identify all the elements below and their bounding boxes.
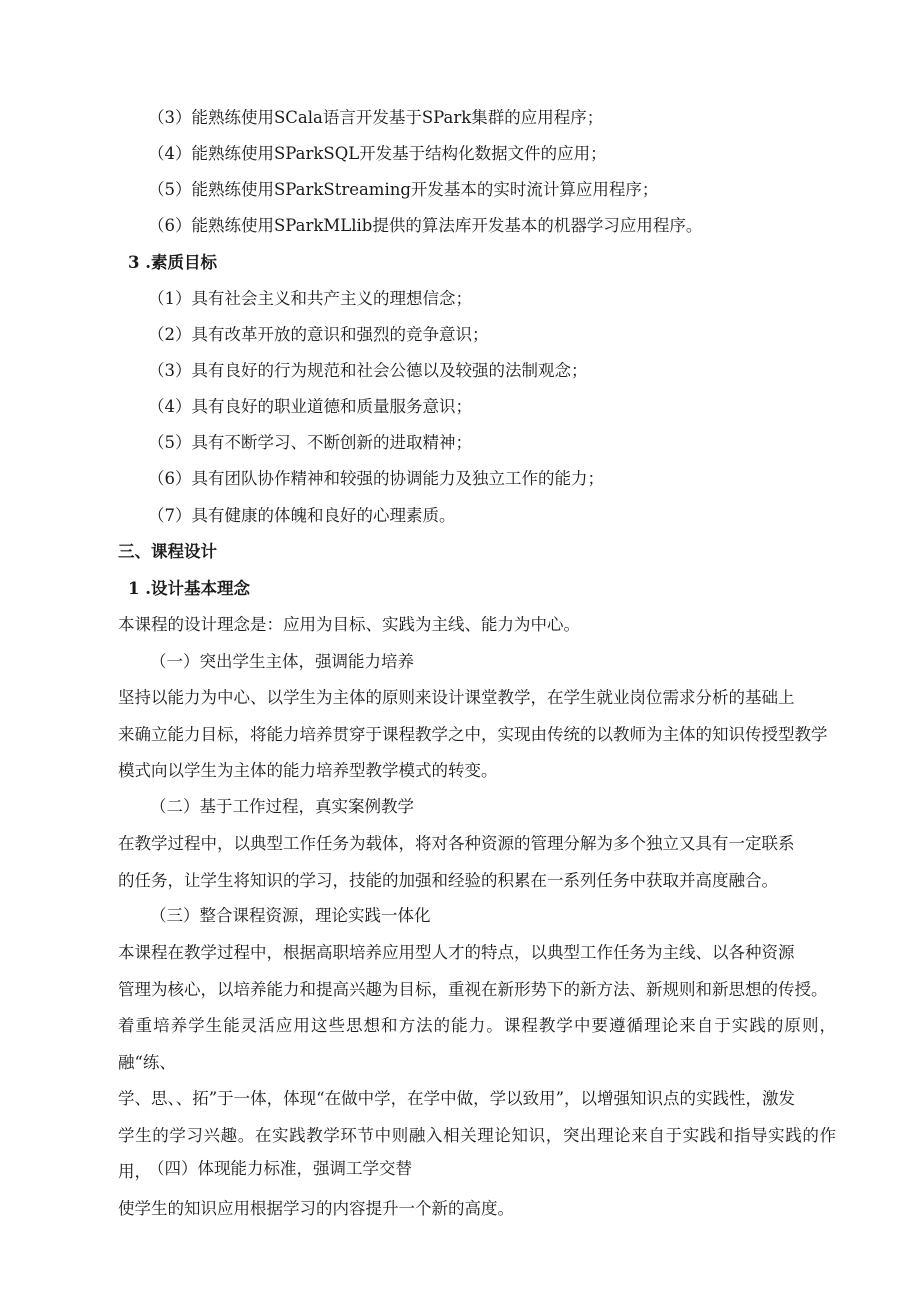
skill-item-6: （6）能熟练使用SParkMLlib提供的算法库开发基本的机器学习应用程序。 bbox=[148, 216, 703, 235]
quality-item-1: （1）具有社会主义和共产主义的理想信念； bbox=[148, 289, 472, 308]
skill-item-5: （5）能熟练使用SParkStreaming开发基本的实时流计算应用程序； bbox=[148, 180, 659, 199]
subsection-3-line: 学、思、、拓”于一体，体现“在做中学，在学中做，学以致用”，以增强知识点的实践性，激发 bbox=[118, 1089, 796, 1108]
quality-item-6: （6）具有团队协作精神和较强的协调能力及独立工作的能力； bbox=[148, 469, 604, 488]
subsection-2-body bbox=[118, 826, 836, 899]
course-design-heading: 三、课程设计 bbox=[118, 542, 217, 561]
subsection-2-line: 的任务，让学生将知识的学习，技能的加强和经验的积累在一系列任务中获取并高度融合。 bbox=[118, 870, 778, 890]
subsection-3-title: （三）整合课程资源，理论实践一体化 bbox=[150, 906, 431, 925]
subsection-3-line: 使学生的知识应用根据学习的内容提升一个新的高度。 bbox=[118, 1198, 514, 1218]
subsection-2-line: 在教学过程中，以典型工作任务为载体，将对各种资源的管理分解为多个独立又具有一定联系 bbox=[118, 834, 795, 853]
subsection-4-title: （四）体现能力标准，强调工学交替 bbox=[148, 1159, 412, 1178]
skill-item-4: （4）能熟练使用SParkSQL开发基于结构化数据文件的应用； bbox=[148, 144, 607, 163]
subsection-1-line: 来确立能力目标，将能力培养贯穿于课程教学之中，实现由传统的以教师为主体的知识传授型教学 bbox=[118, 724, 828, 744]
subsection-3-line: 本课程在教学过程中，根据高职培养应用型人才的特点，以典型工作任务为主线、以各种资源 bbox=[118, 943, 795, 962]
quality-item-7: （7）具有健康的体魄和良好的心理素质。 bbox=[148, 506, 456, 525]
subsection-1-line: 模式向以学生为主体的能力培养型教学模式的转变。 bbox=[118, 761, 498, 780]
design-intro: 本课程的设计理念是：应用为目标、实践为主线、能力为中心。 bbox=[118, 615, 580, 634]
quality-item-3: （3）具有良好的行为规范和社会公德以及较强的法制观念； bbox=[148, 361, 588, 380]
quality-item-4: （4）具有良好的职业道德和质量服务意识； bbox=[148, 397, 472, 416]
subsection-3-line: 学生的学习兴趣。在实践教学环节中则融入相关理论知识，突出理论来自于实践和指导实践的作用， bbox=[118, 1125, 836, 1181]
subsection-3-line: 着重培养学生能灵活应用这些思想和方法的能力。课程教学中要遵循理论来自于实践的原则，融“练、 bbox=[118, 1016, 836, 1072]
quality-item-2: （2）具有改革开放的意识和强烈的竞争意识； bbox=[148, 325, 489, 344]
subsection-1-body bbox=[118, 680, 836, 790]
subsection-3-line: 管理为核心，以培养能力和提高兴趣为目标，重视在新形势下的新方法、新规则和新思想的传授。 bbox=[118, 979, 828, 999]
subsection-2-title: （二）基于工作过程，真实案例教学 bbox=[150, 797, 414, 816]
quality-goals-heading: 3 .素质目标 bbox=[128, 253, 217, 272]
subsection-1-line: 坚持以能力为中心、以学生为主体的原则来设计课堂教学，在学生就业岗位需求分析的基础上 bbox=[118, 688, 795, 707]
subsection-1-title: （一）突出学生主体，强调能力培养 bbox=[150, 652, 414, 671]
design-concept-heading: 1 .设计基本理念 bbox=[128, 579, 250, 598]
quality-item-5: （5）具有不断学习、不断创新的进取精神； bbox=[148, 433, 472, 452]
subsection-3-body bbox=[118, 935, 836, 1227]
skill-item-3: （3）能熟练使用SCala语言开发基于SPark集群的应用程序； bbox=[148, 108, 604, 127]
